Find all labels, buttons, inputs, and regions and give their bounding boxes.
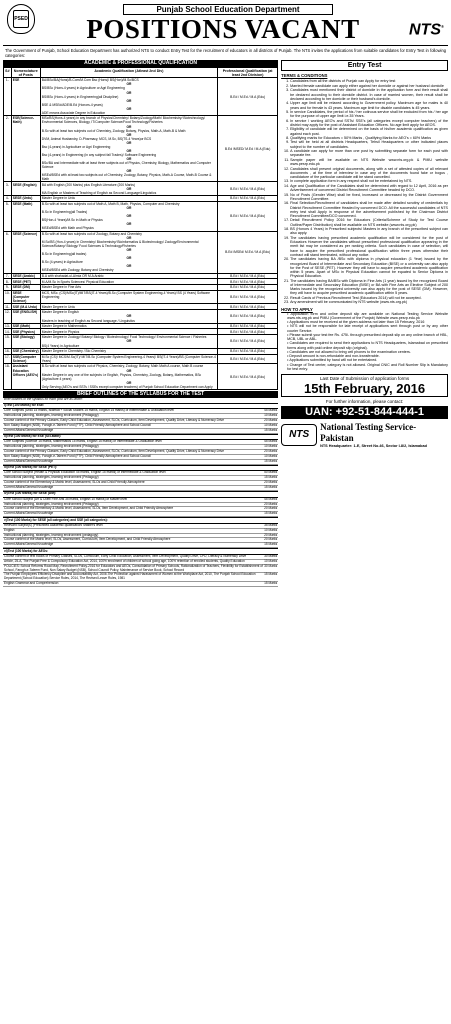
or-separator: OR [126, 206, 132, 211]
row-number: 3- [4, 182, 12, 196]
organization-name: National Testing Service-Pakistan [320, 421, 417, 443]
qualification-table [3, 67, 278, 390]
footer [281, 422, 448, 449]
syllabus-topic: Core Subjects (Science 15 marks, Mathematics 15 marks, English 15 marks) of Intermediate & Graduation level [4, 439, 162, 444]
or-separator: OR [126, 248, 132, 253]
term-item: 8. Qualifying marks for Educators = 50% Marks , Qualifying Marks for AEO's = 60% Marks [290, 136, 448, 140]
column-header: Nomenclature of Posts [11, 68, 40, 78]
or-separator: OR [126, 222, 132, 227]
syllabus-test-title: v)Test (100 Marks) for SESE (all categories) and SSE (all categories): [3, 517, 278, 524]
professional-qualification: B.Ed /MSED/ M.Ed / M.A (Edu) [218, 116, 278, 182]
or-separator: OR [126, 339, 132, 344]
syllabus-topic: English [4, 527, 15, 532]
qualification-line: BSc/BA and Intermediate with at least three subjects out of Physics, Chemistry, Biology, Mathematics and Computer Science [41, 160, 211, 169]
syllabus-marks: 20 Marks [264, 449, 278, 454]
term-item: 23. Any amendment will be communicated by NTS website (www.nts.org.pk) [290, 300, 448, 304]
syllabus-topic: English Grammar and Comprehension [4, 581, 59, 586]
department-name: Punjab School Education Department [123, 4, 333, 15]
qualification-line: BA/BSc/BA(Hons)/B.Com/M.Com Bsc (Hons)/ BS(Hon)/M.Sc/BCS [41, 78, 139, 83]
syllabus-marks: 15 Marks [264, 542, 278, 547]
term-item: 2. Married female candidate can apply either against her domicile or against her husband domicile [290, 84, 448, 88]
qualification-line: Master Degree in Fine Arts [41, 285, 81, 290]
syllabus-topic: Non Salary Budget (NSB), Farogh-e-Taleem Fund (FTF), Child Friendly Atmosphere and School Council [4, 453, 151, 458]
last-date: 15th February, 2016 [303, 381, 426, 397]
syllabus-marks: 35 Marks [264, 522, 278, 527]
how-item: • Application form and online deposit slip are available on National Testing Service Website www.nts.org.pk and PMIU (Government of the Punjab) Website www.pesrp.edu.pk [287, 312, 448, 321]
table-row [4, 78, 278, 116]
syllabus-test-title: iv)Test (100 Marks) for SESE (DM): [3, 491, 278, 498]
punjab-logo-icon: PSED [7, 4, 35, 34]
syllabus-test-title: ii)Test (100 Marks) for ESE (Sci-Math): [3, 434, 278, 441]
table-row [4, 182, 278, 196]
term-item: 7. Eligibility of candidate will be determined on the basis of his/her academic qualification as given against each post. [290, 127, 448, 136]
column-header: Academic Qualification (Atleast 2nd Div) [40, 68, 217, 78]
qualification-line: B.Sc with at least two subjects out of Math A, Math B, Math, Physics, Computer and Chemistry [41, 202, 180, 207]
syllabus-topic: Course content of the Matric level, SLOs, Assessment, Curriculum, Item Development, and Child Friendly Atmosphere [4, 537, 171, 542]
syllabus-topic: Core School Subject (Art & Craft/ Fine Arts 35 marks, English 10 marks) of Master level [4, 496, 128, 501]
qualification-line: BS(Hon-4 Years)/M.Sc in Math or Physics [41, 218, 103, 223]
term-item: 18. BS (Honors 4 Years) in Prescribed subjects/ Masters in any branch of the prescribed subject can also apply. [290, 227, 448, 236]
how-item: • Candidates are required to send their applications to NTS Headquarters, Islamabad on prescribed forms along with paid online deposit slip (original). [287, 341, 448, 350]
term-item: 13. In complete application form in any respect shall not be entertained by NTS. [290, 179, 448, 183]
syllabus-note: Brief outlines of the syllabus for each post are as under: [4, 397, 83, 402]
or-separator: OR [126, 106, 132, 111]
or-separator: OR [126, 214, 132, 219]
qualification-line: BS/BSc (Hons-4 years) in Agriculture or Agri Engineering [41, 86, 125, 91]
term-item: 15. No of Posts (Gender Wise) shall be fixed, increased or decreased by the District Government Recruitment Committee. [290, 193, 448, 202]
syllabus-marks: 50 Marks [264, 470, 278, 475]
syllabus-test-title: iii)Test (100 Marks) for SESE (PET): [3, 465, 278, 472]
qualification-line: Master Degree in Mathematics [41, 324, 87, 329]
academic-qualification [40, 231, 217, 273]
column-header: S# [4, 68, 12, 78]
term-item: 10. A candidate can apply for more than one post by submitting separate form for each post with separate fee. [290, 149, 448, 158]
syllabus-marks: 10 Marks [264, 444, 278, 449]
terms-title: TERMS & CONDITIONS [281, 73, 328, 79]
syllabus-topic: POLICIES: School Reforms Road Map, Recruitment Policy-2016 for Educators and AEOs, Consolidation of Primary Schools, Rationalization of Teachers, Flexibility for Establishment of School, Farogh-e-Taleem Fund, Non Salary Budget (NSB), School Council Policy, Maintenance of Service Book, School Record [4, 563, 263, 572]
table-row [4, 364, 278, 390]
post-name: ESE [11, 78, 40, 116]
syllabus-topic: Current Affairs/General Knowledge [4, 485, 54, 489]
qualification-line: Bsc (4-years) in Agriculture or Agri Engineering [41, 144, 111, 149]
qualification-line: M.A/M.Sc in Sports Sciences/ Physical Education [41, 279, 114, 284]
qualification-line: BS/BSc (Hons-4 years) in Engineering(all Discipline) [41, 94, 119, 99]
professional-qualification: B.Ed / M.Ed / M.A (Edu) [218, 290, 278, 304]
qualification-line: MSc/BS(Hons-4 years) in any branch of Physics/Chemistry/ Botany/Zoology/Math/ Biochemistry/ Biotechnology/ Environmental Sciences, Biology, IT/Computer Science/Food Technology/Fisheries [41, 116, 206, 125]
term-item: 14. Age and Qualification of the Candidates shall be determined with regard to 12 April, 2016 as per Advertisement of concerned District Recruitment Committee headed by DCO. [290, 184, 448, 193]
qualification-line: BSE & MSEd/ADE/B.Ed (Honors-4 years) [41, 102, 103, 107]
qualification-line: Master Degree in any one of the subjects i.e English, Physics, Chemistry, Zoology, Botany, Mathematics, BSc (Agriculture 4 years) [41, 372, 202, 381]
post-name: SSE(Computer Science) [11, 354, 40, 364]
qualification-line: Master Degree in Urdu [41, 304, 76, 309]
row-number: 9- [4, 285, 12, 291]
how-item: • Candidates are not allowed to bring cell phones to the examination centers. [287, 350, 448, 354]
post-name: SSE (ENGLISH) [11, 310, 40, 324]
row-number: 5- [4, 201, 12, 231]
professional-qualification: B.Ed / M.Ed / M.A (Edu) [218, 279, 278, 285]
post-name: SESE (Urdu) [11, 196, 40, 202]
syllabus-topic: Core Subjects (Urdu 15 marks, Islamiat + Social Studies 15 marks, English 15 marks) of Intermediate & Graduation level [4, 408, 174, 413]
academic-qualification [40, 310, 217, 324]
or-separator: OR [126, 186, 132, 191]
syllabus-test-title: vi)Test (100 Marks) for AEOs: [3, 548, 278, 555]
or-separator: OR [126, 314, 132, 319]
syllabus-marks: 45 Marks [264, 408, 278, 413]
or-separator: OR [126, 98, 132, 103]
professional-qualification: B.Ed / M.Ed / M.A (Edu) [218, 304, 278, 310]
how-item: • Change of Test center, category is not allowed. Original CNIC and Roll Number Slip is Mandatory for test entry. [287, 363, 448, 372]
syllabus-heading: BRIEF OUTLINES OF THE SYLLABUS FOR THE TEST [3, 391, 278, 398]
page-title: POSITIONS VACANT [86, 14, 360, 44]
term-item: 16. Final Selection/Recruitment of candidates shall be made after detailed scrutiny of credentials by District Recruitment Committee Headed by concerned DCO. All the successful candidates of NTS entry test shall Apply in response of the advertisement published by the Chairman District Recruitment Committee/DCO concerned. [290, 201, 448, 218]
syllabus-marks: 10 Marks [264, 453, 278, 458]
qualification-line: Master Degree in Chemistry / Bio Chemistry [41, 349, 107, 354]
syllabus-marks: 15 Marks [264, 572, 278, 577]
professional-qualification: B.Ed / M.Ed / M.A (Edu) [218, 329, 278, 335]
syllabus-marks: 45 Marks [264, 439, 278, 444]
or-separator: OR [126, 132, 132, 137]
contact-info: For further information, please contact: [325, 399, 404, 405]
post-name: SSE (Physics) [11, 329, 40, 335]
post-name: SESE (PET) [11, 279, 40, 285]
academic-qualification [40, 201, 217, 231]
post-name: SSE (Biology) [11, 335, 40, 349]
table-row [4, 116, 278, 182]
syllabus-topic: Course content of the Elementary & Matric level, Assessment, SLOs, Item Development, and Child Friendly Atmosphere [4, 506, 174, 511]
or-separator: OR [126, 140, 132, 145]
row-number: 7- [4, 273, 12, 279]
academic-qualification [40, 78, 217, 116]
qualification-line: MSEd/BSEd with Math and Physics [41, 226, 94, 231]
professional-qualification: B.Ed / M.Ed / M.A (Edu) [218, 364, 278, 390]
professional-qualification: B.Ed / M.Ed / M.A (Edu) [218, 201, 278, 231]
professional-qualification: B.Ed / M.Ed / M.A (Edu) [218, 285, 278, 291]
table-row [4, 310, 278, 324]
professional-qualification: B.Ed / M.Ed / M.A (Edu) [218, 310, 278, 324]
row-number: 12- [4, 310, 12, 324]
syllabus-topic: Instructional planning, strategies, learning environment (pedagogy) [4, 532, 99, 537]
syllabus-marks: 20 Marks [264, 532, 278, 537]
professional-qualification: B.Ed / M.Ed / M.A (Edu) [218, 354, 278, 364]
qualification-line: B.Sc with at least two subjects out of Physics, Chemistry, Zoology, Botany, Math Math A course, Math B course [41, 364, 204, 369]
syllabus-marks: 45 Marks [264, 496, 278, 501]
syllabus-topic: Course content of the Primary Classes, Early Child Education, Assessment, SLOs, Curriculum, Item Development, Quality Drive, Literacy & Numeracy Drive [4, 449, 225, 454]
syllabus-topic: Instructional planning, strategies, learning environment (Pedagogy) [4, 501, 99, 506]
term-item: 19. The candidates having prescribed academic qualification will be considered for the post of Educators However the candidates without prescribed professional qualification appearing in the merit list may be considered as per ranking criteria. Such candidates in case of selection, will have to acquire the prescribed professional qualification within three years otherwise their contract will stand terminated, without any notice. [290, 236, 448, 257]
or-separator: OR [126, 148, 132, 153]
header [3, 2, 448, 46]
post-name: SSE (Chemistry) [12, 349, 39, 354]
syllabus-topic: Current Affairs/General Knowledge [4, 458, 54, 463]
organization-address: NTS Headquarter: 1-E, Street No.46, Sector I-8/2, Islamabad [320, 443, 427, 448]
professional-qualification: B.Ed / M.Ed / M.A (Edu) [218, 78, 278, 116]
or-separator: OR [126, 90, 132, 95]
professional-qualification: B.Ed / M.Ed / M.A (Edu) [218, 196, 278, 202]
row-number: 1- [4, 78, 12, 116]
professional-qualification: B.Ed /MSEd/ M.Ed / M.A (Edu) [218, 231, 278, 273]
syllabus-marks: 10 Marks [264, 558, 278, 563]
syllabus-marks: 10 Marks [264, 527, 278, 532]
qualification-line: MCS, MSc. (CS)/MSc(IT)/MIT/BS(IT-4 Years)/B.Sc (Computer System Engineering-4 Years)/ BS (4 Years) Software Engineering [41, 291, 210, 300]
qualification-line: B.Sc in Engineering(all Trades) [41, 210, 88, 215]
or-separator: OR [126, 124, 132, 129]
syllabus-topic: Instructional planning, strategies, learning environment (Pedagogy) [4, 475, 99, 480]
term-item: 12. Candidates shall present original documents, along with a set of attested copies of all relevant documents , at the time of interview in case any of the documents found fake or bogus , candidature of the particular candidate will be stand cancelled. [290, 167, 448, 180]
qualification-line: Masters in teaching of English as Second language / Linguistics [41, 318, 135, 323]
syllabus-topic: The Punjab Employees Efficiency Discipline and Accountability Act, 2006.The Protection against Harassment of Women at the Workplace Act, 2010, The Punjab School Education Department (School Education) Service Rules, 2014, The Revised Leave Rules, 1981 [4, 572, 256, 581]
academic-qualification [40, 335, 217, 349]
professional-qualification: B.Ed / M.Ed / M.A (Edu) [218, 182, 278, 196]
syllabus-topic: Instructional planning, strategies, learning environment (Pedagogy) [4, 444, 99, 449]
entry-test-heading: Entry Test [281, 60, 448, 71]
syllabus-topic: Instructional planning, strategies, learning environment (Pedagogy) [4, 413, 99, 418]
qualification-line: Master Degree in Physics [41, 329, 80, 334]
qualification-line: BA with English (200 Marks) plus English Literature (200 Marks) [41, 182, 136, 187]
how-item: • Applications must be received at the given address not later than 15 February, 2016 [287, 320, 448, 324]
qualification-line: B.Sc (4-years) in Agriculture [41, 260, 83, 265]
syllabus-topic: Current Affairs/General Knowledge [4, 511, 54, 516]
or-separator: OR [126, 169, 132, 174]
qualification-line: MA English or Masters of Teaching of English as Second Language/Linguistics [41, 190, 157, 195]
qualification-line: DVM, Animal Husbandry, D-Pharmacy, MCS, M.Sc, BS(TS-4 Years)or BCS [41, 136, 152, 141]
term-item: 5. In service Candidates, the period of his / her cotinous service shall be excluded from his / her age for the purpose of upper age limit i.e.35 Years. [290, 110, 448, 119]
last-date-label: Last Date of Submission of application forms [320, 376, 410, 382]
table-row [4, 201, 278, 231]
how-item: • NTS will not be responsible for late receipt of applications sent through post or by any other courier Service. [287, 324, 448, 333]
row-number: 8- [4, 279, 12, 285]
syllabus-row [3, 582, 278, 587]
syllabus-topic: Relevant Subject(s) (Prescribed Academic qualification/ Master's level [4, 522, 103, 527]
last-date-box [281, 374, 448, 397]
syllabus-marks: 20 Marks [264, 418, 278, 423]
post-name: SSE (M.A Urdu) [11, 304, 40, 310]
qualification-line: Master Degree in English [41, 310, 79, 315]
academic-qualification [40, 290, 217, 304]
nts-logo-icon: NTS® [409, 21, 444, 39]
row-number: 11- [5, 304, 10, 309]
table-row [4, 354, 278, 364]
syllabus-marks: 15 Marks [264, 485, 278, 489]
table-row [4, 290, 278, 304]
academic-qualification [40, 364, 217, 390]
professional-qualification: B.Ed / M.Ed / M.A (Edu) [218, 335, 278, 349]
term-item: 22. Result Cards of Previous Recruitment Test (Educators 2014) will not be accepted. [290, 296, 448, 300]
post-name: SESE (Computer Science) [11, 290, 40, 304]
right-column [281, 60, 448, 586]
professional-qualification: B.Ed / M.Ed / M.A (Edu) [218, 273, 278, 279]
column-header: Professional Qualification (at least 2nd Division) [218, 68, 278, 78]
syllabus-topic: Core School Subject (Health & Physical Education 45 marks, English 15 marks) of Intermediate & Graduation level [4, 470, 166, 475]
how-item: • Applications submitted by hand will not be entertained. [287, 358, 448, 362]
academic-qualification [40, 354, 217, 364]
syllabus-marks: 15 Marks [264, 511, 278, 516]
qualification-line: Only Serving (AEO's and SSTs / SSEs except computer teachers) of Punjab School Education Department can Apply [41, 384, 213, 389]
syllabus-marks: 15 Marks [264, 458, 278, 463]
or-separator: OR [126, 380, 132, 385]
qualification-line: MSEd/BSEd with at least two subjects out of Chemistry, Zoology, Botany, Physics, Math-A Course, Math-B Course & Math [41, 173, 212, 182]
term-item: 11. Sample paper will be available on NTS Website www.nts.org.pk & PMIU website www.pesrp.edu.pk [290, 158, 448, 167]
qualification-line: MSEd/BSEd with Zoology, Botany and Chemistry [41, 268, 114, 273]
post-name: Assistant Education Officers (AEO's) [11, 364, 40, 390]
syllabus-topic: Current Affairs/General Knowledge [4, 542, 54, 547]
syllabus-topic: Non Salary Budget (NSB), Farogh-e-Taleem Fund (FTF), Child Friendly Atmosphere and School Council [4, 422, 151, 427]
how-item: • Please submit your test fee Rs. 475/- through prescribed deposit slip on any online branch of HBL, MCB, UBL or ABL. [287, 333, 448, 342]
qualification-line: Master Degree in Zoology/ Botany/ Biology / Biotechnology/ Food Technology/ Environmental Science / Fisheries [41, 335, 207, 340]
post-name: SESE (Math) [11, 201, 40, 231]
or-separator: OR [126, 82, 132, 87]
how-to-apply-title: HOW TO APPLY [281, 306, 313, 312]
term-item: 17. Detail Recruitment Policy 2016 for Educators (Criteria/Scheme of Study for Test Course Outline/Paper Distribution) shall be available on NTS website (www.nts.org.pk) [290, 218, 448, 227]
table-row [4, 231, 278, 273]
term-item: 6. In service / working AEO's and SSTs/ SSE's (all categories except computer teachers) of the district may apply for the post of Assistant Education Officers. No age limit apply for AEOS. [290, 119, 448, 128]
syllabus [3, 398, 278, 587]
uan-number: UAN: +92-51-844-444-1 [281, 406, 448, 419]
syllabus-marks: 10 Marks [264, 413, 278, 418]
syllabus-topic: Article, 25-A, The Punjab Free & Compulsory Education Act, 2014, 100% enrolment of children of school going age, 100% retention of enrolled students, Quality Education [4, 558, 245, 563]
syllabus-test-title: i)Test (100 Marks) for ESE: [3, 403, 278, 410]
syllabus-marks: 20 Marks [264, 506, 278, 511]
syllabus-marks: 20 Marks [264, 480, 278, 485]
or-separator: OR [126, 256, 132, 261]
post-name: SESE (Science) [11, 231, 40, 273]
syllabus-marks: 20 Marks [264, 501, 278, 506]
left-column [3, 60, 278, 586]
intro-text: The Government of Punjab, School Education Department has authorized NTS to conduct Entry Test for the recruitment of educators in all districts of Punjab. The NTS invites the applications from suitable candidates for Entry Test in following categories: [5, 48, 446, 59]
qualification-line: BS(4 Years) in Agriculture [41, 343, 80, 348]
how-to-apply-list [281, 312, 448, 372]
qualification-line: ADE means Associate Degree in Education [41, 110, 106, 115]
syllabus-marks: 30 Marks [264, 553, 278, 558]
row-number: 15- [4, 335, 12, 349]
term-item: 1. Candidates from all the districts of Punjab can Apply for entry test [290, 79, 448, 83]
qualification-line: M.Sc/BS (Hon-4 years) in Chemistry/ Biochemistry/ Bioinformatics & Biotechnology/ Zoology/Environmental Science/Botany/ Biology/ Food Sciences & Technology/Fisheries [41, 240, 199, 249]
professional-qualification: B.Ed / M.Ed / M.A (Edu) [218, 323, 278, 329]
terms-list [281, 79, 448, 304]
post-name: SESE (Arabic) [11, 273, 40, 279]
post-name: SESE (DM) [11, 285, 40, 291]
post-name: ESE(Science-Math) [11, 116, 40, 182]
or-separator: OR [126, 264, 132, 269]
term-item: 21. The candidates having BA/BSc with Diploma in Fine Arts (1 year) issued by the recognized Board of Intermediate and Secondary Education (BISE) or BA with Fine Arts an Elective Subject of 200 Marks issued by the recognized university can also apply for the post of SESE (DM). However, they will have to acquire prescribed academic qualification within 5 years. [290, 279, 448, 296]
qualification-heading: ACADEMIC & PROFESSIONAL QUALIFICATION [3, 60, 278, 67]
qualification-line: B.Sc with at least two subjects out of Chemistry, Zoology, Botany, Physics, Math-A, Math-B & Math [41, 128, 186, 133]
syllabus-topic: Course content of text books of Primary Classes, SLOs, Curriculum, Early Child Education, Assessment, Item Development, Quality Drive, CPD, Literacy & Numeracy Drive [4, 553, 247, 558]
professional-qualification: B.Ed / M.Ed / M.A (Edu) [218, 348, 278, 354]
syllabus-marks: 15 Marks [264, 581, 278, 586]
how-item: • Deposit amount is non-refundable and non-transferable. [287, 354, 448, 358]
qualification-line: M.Sc (CS)/ MCS/M.Sc(IT)/ MIT/B.Sc (Computer System Engineering-4 Years)/ BS(IT-4 Years)/BS (Computer Science-4 Years) [41, 354, 216, 363]
syllabus-marks: 15 Marks [264, 475, 278, 480]
syllabus-topic: Current Affairs/General Knowledge [4, 427, 54, 432]
syllabus-topic: Course content of the Primary Classes, Early Child Education, Assessment, SLOs, Curriculum, Item Development, Quality Drive, Literacy & Numeracy Drive [4, 418, 225, 423]
row-number: 14- [5, 329, 10, 334]
syllabus-marks: 20 Marks [264, 537, 278, 542]
term-item: 4. Upper age limit will be relaxed according to Government policy. Maximum age for males is 40 years and for female is 43 years. Maximum age limit for disable candidates is 45 years. [290, 101, 448, 110]
post-name: SSE (Math) [11, 323, 40, 329]
or-separator: OR [126, 368, 132, 373]
academic-qualification [40, 182, 217, 196]
qualification-line: Bsc (4-years) in Engineering (in any subject fall Trades)/ Software Engineering [41, 152, 157, 157]
term-item: 20. The candidates having BA /BSc with diploma in physical education (1 Year) issued by the recognized Board of Intermediate and Secondary Education (BISE) or a university can also apply for the Post of SESE (PET). However they will have to acquire prescribed academic qualification within 5 years. Apart of MSc in Physical Education cannot be equated to Senior Diploma in Physical Education. [290, 257, 448, 278]
term-item: 3. Candidates must mentioned their district of domicile in the application form and their result shall be declared according to their domicile district. In case of married women, their result shall be declared according to her domicile or their husband's domicile. [290, 88, 448, 101]
row-number: 18- [4, 364, 12, 390]
qualification-line: B.Sc in Engineering(all trades) [41, 252, 87, 257]
row-number: 16- [5, 349, 10, 354]
nts-footer-logo-icon: NTS [281, 424, 317, 446]
or-separator: OR [126, 236, 132, 241]
syllabus-marks: 15 Marks [264, 427, 278, 432]
row-number: 4- [4, 196, 12, 202]
row-number: 6- [4, 231, 12, 273]
row-number: 13- [5, 324, 10, 329]
row-number: 2- [4, 116, 12, 182]
syllabus-topic: Course content of the Elementary & Matric level, Assessment, SLOs and Child Friendly Atmosphere [4, 480, 145, 485]
row-number: 17- [4, 354, 12, 364]
syllabus-marks: 30 Marks [264, 563, 278, 568]
table-row [4, 335, 278, 349]
term-item: 9. Test will be held at all districts Headquarters, Tehsil Headquarters or other indicated places subject to the number of candidates. [290, 140, 448, 149]
qualification-line: B.A with shahadat-ul-Almia OR M.A Arabic [41, 274, 104, 279]
post-name: SESE (English) [11, 182, 40, 196]
or-separator: OR [126, 156, 132, 161]
academic-qualification [40, 116, 217, 182]
syllabus-marks: 10 Marks [264, 422, 278, 427]
qualification-line: Master Degree in Urdu [41, 196, 76, 201]
row-number: 10- [4, 290, 12, 304]
qualification-line: B.Sc with at least two subjects out of Zoology, Botany and Chemistry [41, 232, 142, 237]
